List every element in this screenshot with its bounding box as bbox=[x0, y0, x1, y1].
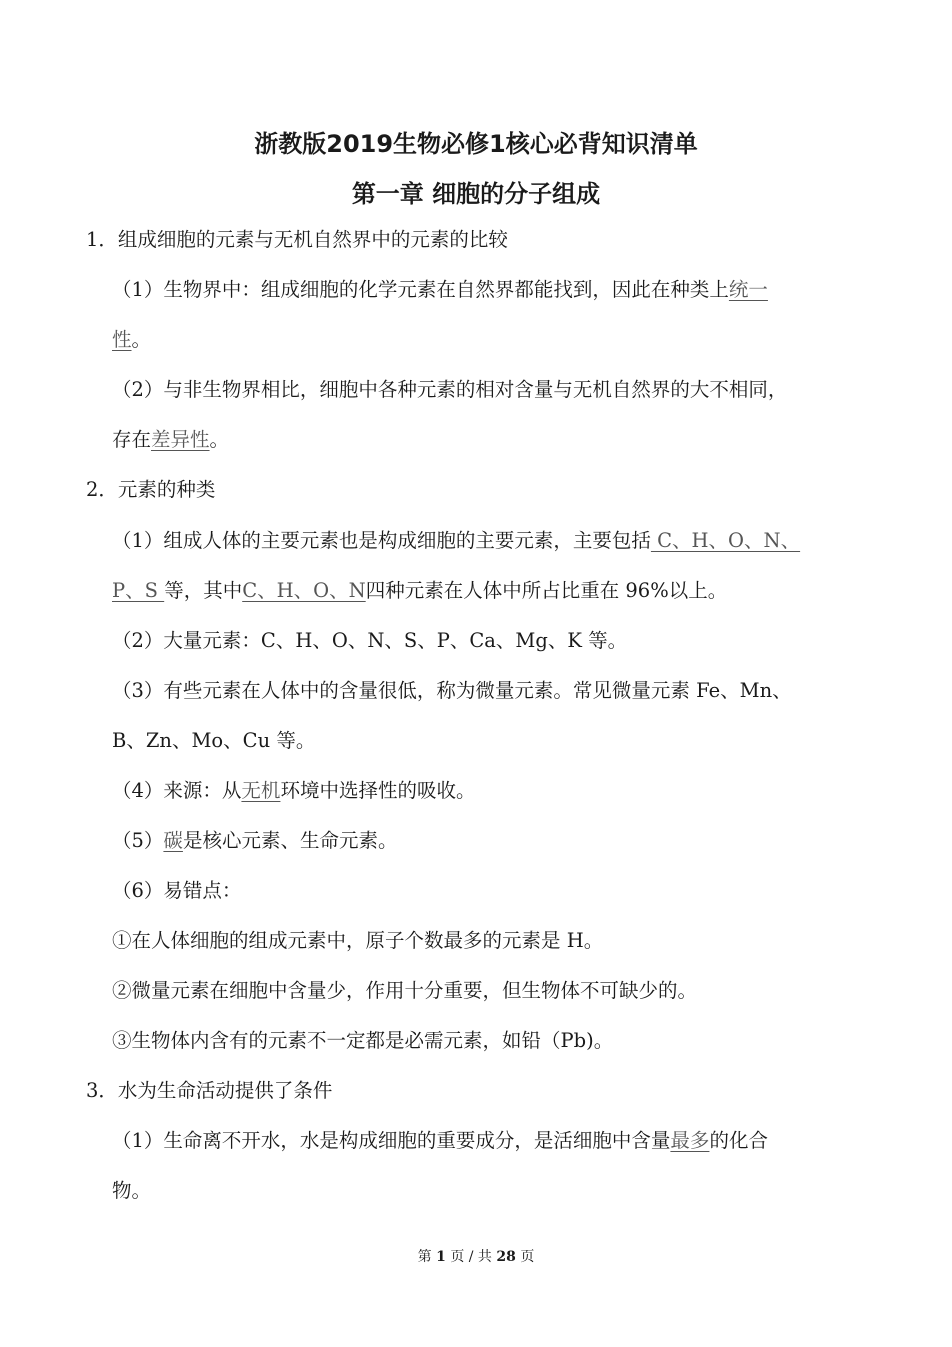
page-footer: 第 1 页 / 共 28 页 bbox=[417, 1249, 535, 1265]
answer-blank: 碳 bbox=[163, 829, 183, 852]
s2-p3-line1: （3）有些元素在人体中的含量很低，称为微量元素。常见微量元素 Fe、Mn、 bbox=[112, 679, 792, 702]
chapter-title: 第一章 细胞的分子组成 bbox=[351, 180, 601, 208]
answer-blank: P、S bbox=[112, 579, 165, 602]
section-3-heading: 3．水为生命活动提供了条件 bbox=[86, 1079, 333, 1102]
s2-p1-line1: （1）组成人体的主要元素也是构成细胞的主要元素，主要包括 C、H、O、N、 bbox=[112, 529, 801, 552]
answer-blank: 统一 bbox=[728, 278, 768, 301]
s1-p2-line2: 存在差异性。 bbox=[112, 428, 230, 451]
answer-blank: C、H、O、N bbox=[242, 579, 366, 602]
error-point-2: ②微量元素在细胞中含量少，作用十分重要，但生物体不可缺少的。 bbox=[112, 979, 698, 1002]
s2-p4: （4）来源：从无机环境中选择性的吸收。 bbox=[112, 779, 476, 802]
s1-p1-line2: 性。 bbox=[112, 328, 152, 351]
s2-p5: （5）碳是核心元素、生命元素。 bbox=[112, 829, 398, 852]
answer-blank: 最多 bbox=[670, 1129, 710, 1152]
section-2-heading: 2．元素的种类 bbox=[86, 478, 216, 501]
answer-blank: 差异性 bbox=[151, 428, 210, 451]
s3-p1-line1: （1）生命离不开水，水是构成细胞的重要成分，是活细胞中含量最多的化合 bbox=[112, 1129, 768, 1152]
answer-blank: C、H、O、N、 bbox=[650, 529, 801, 552]
s3-p1-line2: 物。 bbox=[112, 1179, 152, 1202]
section-1-heading: 1．组成细胞的元素与无机自然界中的元素的比较 bbox=[86, 228, 508, 251]
s2-p2: （2）大量元素：C、H、O、N、S、P、Ca、Mg、K 等。 bbox=[112, 629, 628, 652]
s2-p3-line2: B、Zn、Mo、Cu 等。 bbox=[112, 729, 316, 752]
total-page-number: 28 bbox=[496, 1249, 516, 1265]
error-point-1: ①在人体细胞的组成元素中，原子个数最多的元素是 H。 bbox=[112, 929, 604, 952]
s2-p6: （6）易错点： bbox=[112, 879, 242, 902]
current-page-number: 1 bbox=[436, 1249, 446, 1265]
answer-blank: 无机 bbox=[241, 779, 281, 802]
s1-p2-line1: （2）与非生物界相比，细胞中各种元素的相对含量与无机自然界的大不相同， bbox=[112, 378, 788, 401]
s1-p1-line1: （1）生物界中：组成细胞的化学元素在自然界都能找到，因此在种类上统一 bbox=[112, 278, 768, 301]
document-title: 浙教版2019生物必修1核心必背知识清单 bbox=[254, 130, 698, 158]
answer-blank: 性 bbox=[112, 328, 132, 351]
s2-p1-line2: P、S 等，其中C、H、O、N四种元素在人体中所占比重在 96%以上。 bbox=[112, 579, 728, 602]
error-point-3: ③生物体内含有的元素不一定都是必需元素，如铅（Pb)。 bbox=[112, 1029, 614, 1052]
